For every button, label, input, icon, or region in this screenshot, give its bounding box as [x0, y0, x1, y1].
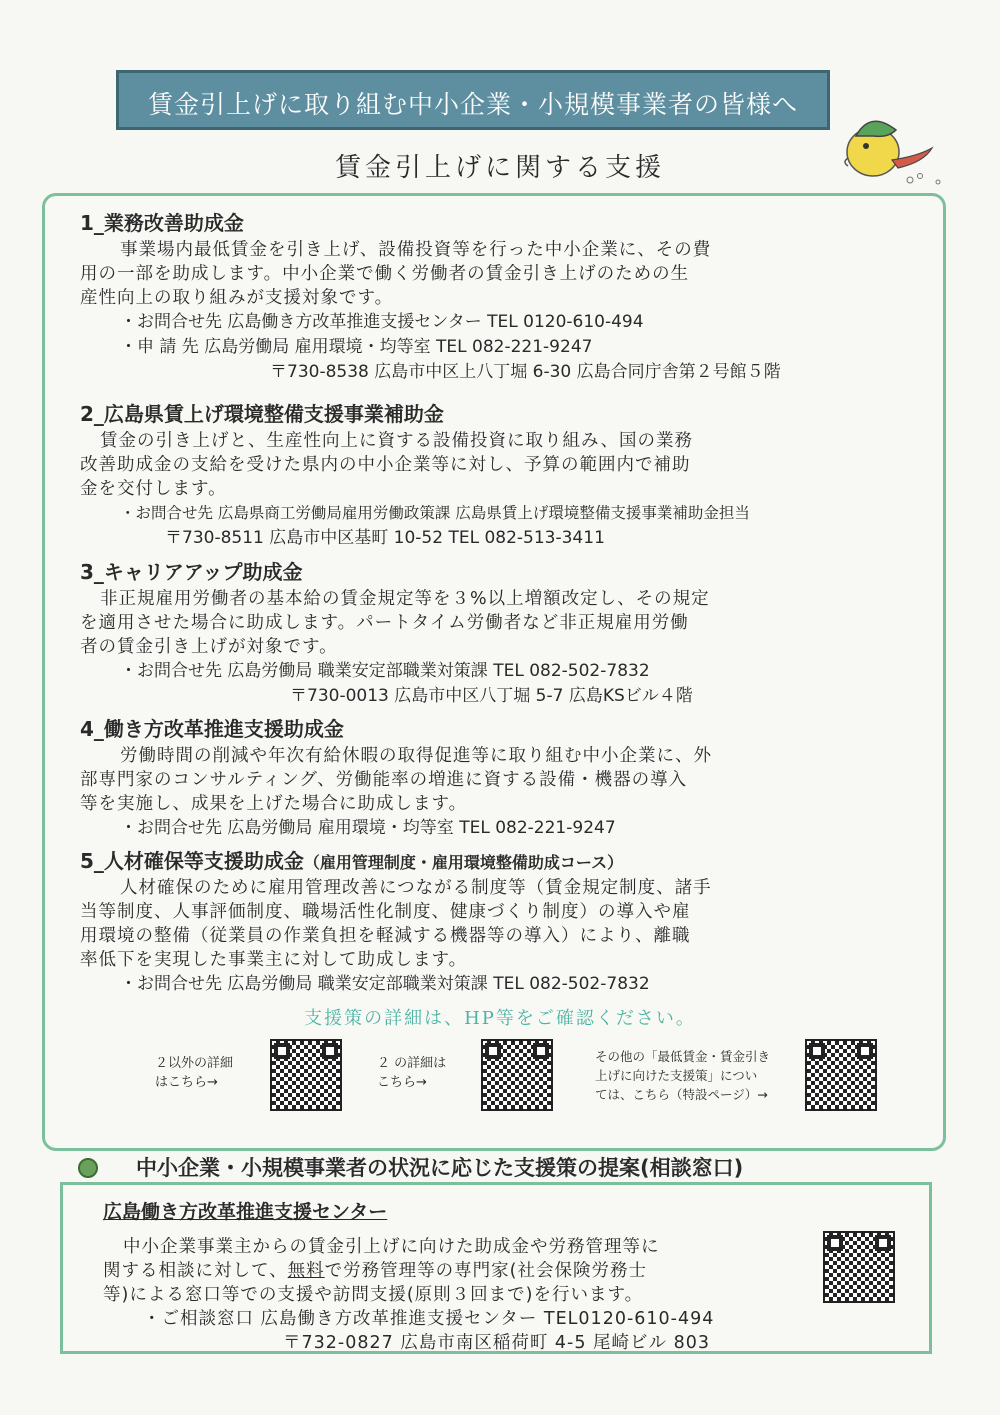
section-body-line: を適用させた場合に助成します。パートタイム労働者など非正規雇用労働 [80, 613, 689, 633]
free-emphasis: 無料 [287, 1261, 325, 1281]
contact-line: ・お問合せ先 広島労働局 雇用環境・均等室 TEL 082-221-9247 [120, 818, 616, 838]
consult-contact-line: ・ご相談窓口 広島働き方改革推進支援センター TEL0120-610-494 [143, 1309, 715, 1329]
section-body-line: 部専門家のコンサルティング、労働能率の増進に資する設備・機器の導入 [80, 770, 688, 790]
consult-line [103, 1257, 647, 1282]
qr-note-2 [377, 1054, 446, 1092]
consult-line: 中小企業事業主からの賃金引上げに向けた助成金や労務管理等に [123, 1237, 660, 1257]
section-5 [80, 846, 923, 997]
section-body-line: 事業場内最低賃金を引き上げ、設備投資等を行った中小企業に、その費 [120, 240, 712, 260]
qr-note-line: 上げに向けた支援策」につい [595, 1068, 758, 1083]
section-2 [80, 399, 923, 551]
section-body-line: 用環境の整備（従業員の作業負担を軽減する機器等の導入）により、離職 [80, 926, 691, 946]
section-1 [80, 208, 923, 385]
qr-note-line: ては、こちら（特設ページ）→ [595, 1087, 768, 1102]
qr-note-line: こちら→ [377, 1075, 427, 1090]
contact-line: ・申 請 先 広島労働局 雇用環境・均等室 TEL 082-221-9247 [120, 337, 593, 357]
consult-box [60, 1182, 932, 1354]
details-note: 支援策の詳細は、HP等をご確認ください。 [304, 1008, 696, 1029]
section-title: 2_広島県賃上げ環境整備支援事業補助金 [80, 402, 444, 426]
qr-note-line: ２ の詳細は [377, 1056, 447, 1071]
qr-note-1 [155, 1054, 233, 1092]
qr-note-line: ２以外の詳細 [155, 1056, 234, 1071]
section-title-main: 5_人材確保等支援助成金 [80, 849, 304, 873]
address-line: 〒730-8538 広島市中区上八丁堀 6-30 広島合同庁舎第２号館５階 [270, 362, 781, 382]
section-4 [80, 714, 923, 841]
contact-line: ・お問合せ先 広島県商工労働局雇用労働政策課 広島県賃上げ環境整備支援事業補助金担当 [120, 504, 750, 522]
page-subtitle: 賃金引上げに関する支援 [334, 153, 665, 183]
support-measures-box [42, 193, 946, 1151]
section-body-line: 金を交付します。 [80, 479, 227, 499]
qr-note-line: その他の「最低賃金・賃金引き [595, 1049, 771, 1064]
contact-line: ・お問合せ先 広島働き方改革推進支援センター TEL 0120-610-494 [120, 312, 644, 332]
bullet-icon [78, 1158, 98, 1178]
qr-code-consult[interactable] [823, 1231, 895, 1303]
section-body-line: 用の一部を助成します。中小企業で働く労働者の賃金引き上げのための生 [80, 264, 690, 284]
section-body-line: 当等制度、人事評価制度、職場活性化制度、健康づくり制度）の導入や雇 [80, 902, 691, 922]
section-title [80, 846, 923, 876]
consult-heading-text: 中小企業・小規模事業者の状況に応じた支援策の提案(相談窓口) [136, 1156, 744, 1180]
header-banner [116, 70, 830, 130]
banner-title: 賃金引上げに取り組む中小企業・小規模事業者の皆様へ [147, 90, 798, 119]
consult-line-part: 関する相談に対して、 [103, 1261, 288, 1281]
consult-line: 等)による窓口等での支援や訪問支援(原則３回まで)を行います。 [103, 1285, 644, 1305]
qr-code-2[interactable] [481, 1039, 553, 1111]
qr-code-1[interactable] [270, 1039, 342, 1111]
section-title-sub: （雇用管理制度・雇用環境整備助成コース） [303, 853, 624, 872]
qr-code-3[interactable] [805, 1039, 877, 1111]
section-body-line: 率低下を実現した事業主に対して助成します。 [80, 950, 468, 970]
consult-line-part: で労務管理等の専門家(社会保険労務士 [324, 1261, 647, 1281]
consult-heading [80, 1153, 960, 1183]
contact-line: ・お問合せ先 広島労働局 職業安定部職業対策課 TEL 082-502-7832 [120, 661, 650, 681]
address-line: 〒730-0013 広島市中区八丁堀 5-7 広島KSビル４階 [290, 686, 693, 706]
consult-address-line: 〒732-0827 広島市南区稲荷町 4-5 尾崎ビル 803 [283, 1333, 710, 1353]
center-title: 広島働き方改革推進支援センター [103, 1201, 388, 1223]
section-body-line: 者の賃金引き上げが対象です。 [80, 637, 338, 657]
section-title: 4_働き方改革推進支援助成金 [80, 717, 344, 741]
section-3 [80, 557, 923, 709]
section-body-line: 改善助成金の支給を受けた県内の中小企業等に対し、予算の範囲内で補助 [80, 455, 691, 475]
qr-note-3 [595, 1047, 770, 1104]
section-body-line: 非正規雇用労働者の基本給の賃金規定等を３%以上増額改定し、その規定 [100, 589, 710, 609]
qr-note-line: はこちら→ [155, 1075, 218, 1090]
section-body-line: 等を実施し、成果を上げた場合に助成します。 [80, 794, 468, 814]
section-body-line: 賃金の引き上げと、生産性向上に資する設備投資に取り組み、国の業務 [100, 431, 694, 451]
section-body-line: 労働時間の削減や年次有給休暇の取得促進等に取り組む中小企業に、外 [120, 746, 712, 766]
address-line: 〒730-8511 広島市中区基町 10-52 TEL 082-513-3411 [165, 528, 605, 548]
section-body-line: 人材確保のために雇用管理改善につながる制度等（賃金規定制度、諸手 [120, 878, 712, 898]
section-body-line: 産性向上の取り組みが支援対象です。 [80, 288, 394, 308]
section-title: 1_業務改善助成金 [80, 211, 244, 235]
section-title: 3_キャリアアップ助成金 [80, 560, 303, 584]
contact-line: ・お問合せ先 広島労働局 職業安定部職業対策課 TEL 082-502-7832 [120, 974, 650, 994]
